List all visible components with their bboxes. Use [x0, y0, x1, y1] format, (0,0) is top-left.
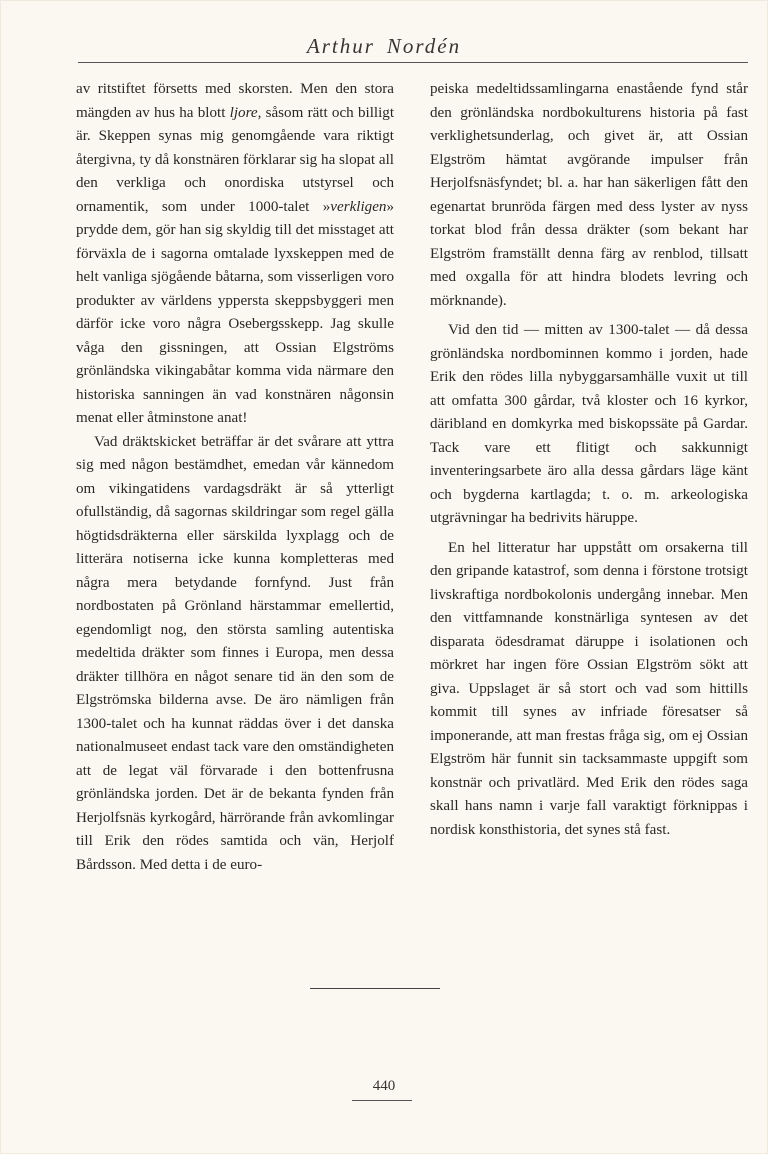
paragraph: Vid den tid — mitten av 1300-talet — då dessa grönländska nordbominnen kommo i jorden, hade Erik den rödes lilla nybyggarsamhälle vuxit ut till att omfatta 300 gårdar, två kloster och 16 kyrkor, däribland en domkyrka med biskopssäte på Gardar. Tack vare ett flitigt och sakkunnigt inventeringsarbete äro alla dessa gårdars läge känt och bygderna kartlagda; t. o. m. arkeologiska utgrävningar ha bedrivits häruppe. — [430, 322, 748, 526]
footer-rule — [352, 1100, 412, 1101]
author-first-name: Arthur — [306, 34, 375, 58]
right-column — [430, 78, 748, 877]
paragraph: Vad dräktskicket beträffar är det svårare att yttra sig med någon bestämdhet, emedan vår kännedom om vikingatidens vardagsdräkt är så ytterligt ofullständig, då sagornas skildringar som regel gälla högtidsdräkterna eller särskilda lyxplagg och de litterära notiserna icke kunna kompletteras med några mera betydande fornfynd. Just från nordbostaten på Grönland härstammar emellertid, egendomligt nog, den största samling autentiska medeltida dräkter som finnes i Europa, men dessa dräkter tillhöra en något senare tid än den som de Elgströmska bilderna avse. De äro nämligen från 1300-talet och ha kunnat räddas över i det danska nationalmuseet endast tack vare den omständigheten att de legat väl förvarade i den bottenfrusna grönländska jorden. Det är de bekanta fynden från Herjolfsnäs kyrkogård, härrörande från avkomlingar till Erik den rödes samtida och vän, Herjolf Bårdsson. Med detta i de euro- — [76, 433, 394, 873]
end-rule — [310, 988, 440, 989]
author-last-name: Nordén — [386, 34, 462, 58]
paragraph: En hel litteratur har uppstått om orsakerna till den gripande katastrof, som denna i förstone trotsigt livskraftiga nordbokolonis undergång innebar. Men den vittfamnande konstnärliga syntesen av det disparata ödesdramat däruppe i isolationen och mörkret har ingen före Ossian Elgström sökt att giva. Uppslaget är så stort och vad som hittills kommit till synes av infriade föresatser så imponerande, att man frestas fråga sig, om ej Ossian Elgström här funnit sin tacksammaste uppgift som konstnär och privatlärd. Med Erik den rödes saga skall hans namn i varje fall varaktigt förknippas i nordisk konsthistoria, det synes stå fast. — [430, 539, 748, 838]
paragraph: peiska medeltidssamlingarna enastående fynd står den grönländska nordbokulturens historia på fast verklighetsunderlag, och givet är, att Ossian Elgström hämtat avgörande impulser från Herjolfsnäsfyndet; bl. a. har han säkerligen fått den egenartat brunröda färgen med dess lyster av nyss torkat blod från dessa dräkter (som bekant har Elgström framställt denna färg av renblod, tillsatt med oxgalla för att hindra blodets levring och mörknande). — [430, 81, 748, 309]
page-number: 440 — [372, 1078, 396, 1094]
paragraph: av ritstiftet försetts med skorsten. Men den stora mängden av hus ha blott ljore, såsom rätt och billigt är. Skeppen synas mig genomgående vara riktigt återgivna, ty då konstnären förklarar sig ha slopat all den verkliga och onordiska utstyrsel och ornamentik, som under 1000-talet »verkligen» prydde dem, gör han sig skyldig till det misstaget att förväxla de i sagorna omtalade lyxskeppen med de helt vanliga sjögående båtarna, som visserligen voro produkter av världens yppersta skeppsbyggeri men därför icke voro några Osebergsskepp. Jag skulle våga den gissningen, att Ossian Elgströms grönländska vikingabåtar komma vida närmare den historiska sanningen än vad konstnären någonsin menat eller åtminstone anat! — [76, 81, 395, 426]
text-columns — [76, 78, 748, 877]
header-rule — [78, 62, 748, 63]
left-column — [76, 78, 394, 877]
running-head — [0, 34, 768, 59]
